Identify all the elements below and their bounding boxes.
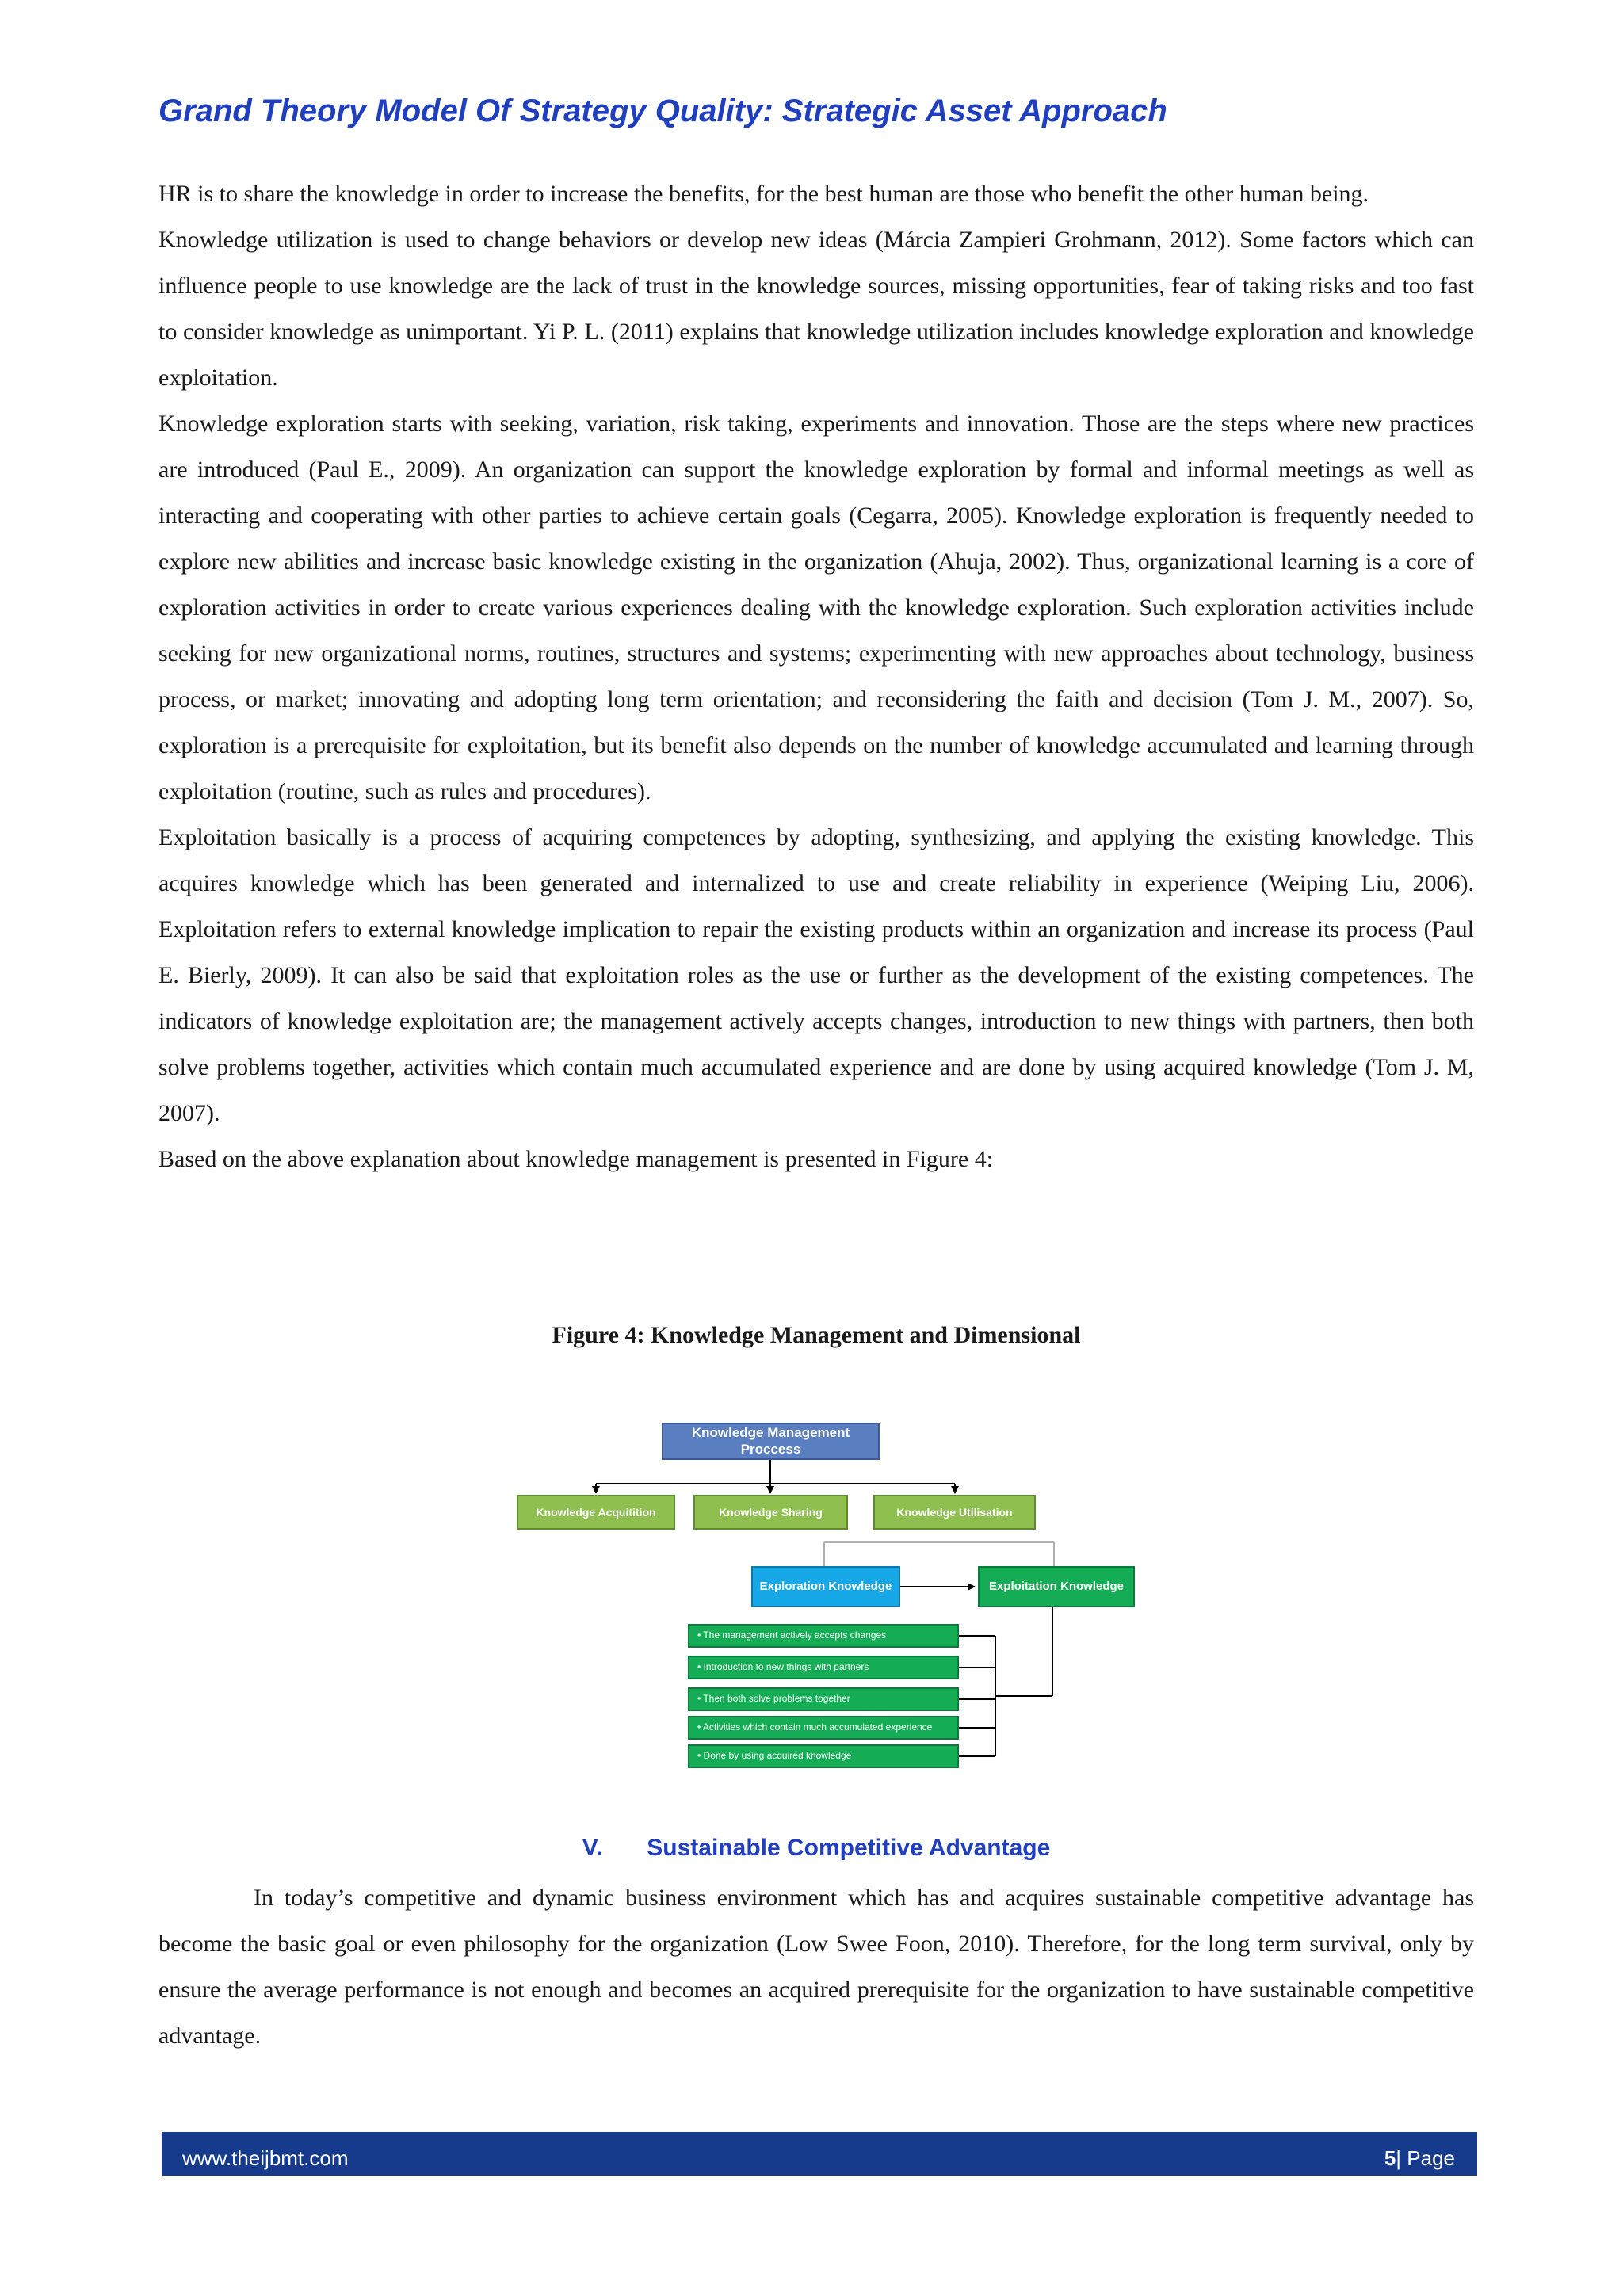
paragraph-figure-intro: Based on the above explanation about knowledge management is presented in Figure 4: bbox=[158, 1146, 994, 1172]
page-footer bbox=[162, 2132, 1477, 2176]
body-text bbox=[158, 171, 1474, 1182]
figure-caption: Figure 4: Knowledge Management and Dimensional bbox=[552, 1322, 1081, 1348]
footer-page-number: 5 bbox=[1384, 2146, 1396, 2170]
knowledge-management-process-box: Knowledge Management Proccess bbox=[662, 1423, 880, 1460]
section-paragraph: In today’s competitive and dynamic business environment which has and acquires sustainable competitive advantage has become the basic goal or even philosophy for the organization (Low Swee Foon, 2010). Therefore, for the long term survival, only by ensure the average performance is not enough and becomes an acquired prerequisite for the organization to have sustainable competitive advantage. bbox=[158, 1885, 1474, 2049]
indicator-solve-problems: • Then both solve problems together bbox=[688, 1687, 959, 1711]
section-heading bbox=[158, 1835, 1474, 1862]
knowledge-sharing-box: Knowledge Sharing bbox=[693, 1495, 848, 1530]
exploitation-knowledge-box: Exploitation Knowledge bbox=[978, 1566, 1135, 1607]
paragraph-knowledge-exploration: Knowledge exploration starts with seeking, variation, risk taking, experiments and innovation. Those are the steps where new practices are introduced (Paul E., 2009). An organization can support the knowledge exploration by formal and informal meetings as well as interacting and cooperating with other parties to achieve certain goals (Cegarra, 2005). Knowledge exploration is frequently needed to explore new abilities and increase basic knowledge existing in the organization (Ahuja, 2002). Thus, organizational learning is a core of exploration activities in order to create various experiences dealing with the knowledge exploration. Such exploration activities include seeking for new organizational norms, routines, structures and systems; experimenting with new approaches about technology, business process, or market; innovating and adopting long term orientation; and reconsidering the faith and decision (Tom J. M., 2007). So, exploration is a prerequisite for exploitation, but its benefit also depends on the number of knowledge accumulated and learning through exploitation (routine, such as rules and procedures). bbox=[158, 411, 1474, 804]
footer-page bbox=[1384, 2146, 1455, 2171]
footer-url: www.theijbmt.com bbox=[182, 2146, 349, 2170]
indicator-accumulated-experience: • Activities which contain much accumulated experience bbox=[688, 1716, 959, 1740]
paragraph-exploitation: Exploitation basically is a process of acquiring competences by adopting, synthesizing, and applying the existing knowledge. This acquires knowledge which has been generated and internalized to use and create reliability in experience (Weiping Liu, 2006). Exploitation refers to external knowledge implication to repair the existing products within an organization and increase its process (Paul E. Bierly, 2009). It can also be said that exploitation roles as the use or further as the development of the existing competences. The indicators of knowledge exploitation are; the management actively accepts changes, introduction to new things with partners, then both solve problems together, activities which contain much accumulated experience and are done by using acquired knowledge (Tom J. M, 2007). bbox=[158, 824, 1474, 1126]
page-header-title: Grand Theory Model Of Strategy Quality: Strategic Asset Approach bbox=[158, 94, 1167, 128]
paragraph-knowledge-utilization: Knowledge utilization is used to change behaviors or develop new ideas (Márcia Zampieri Grohmann, 2012). Some factors which can influence people to use knowledge are the lack of trust in the knowledge sources, missing opportunities, fear of taking risks and too fast to consider knowledge as unimportant. Yi P. L. (2011) explains that knowledge utilization includes knowledge exploration and knowledge exploitation. bbox=[158, 227, 1474, 391]
section-number: V. bbox=[582, 1835, 603, 1861]
indicator-accepts-changes: • The management actively accepts changes bbox=[688, 1624, 959, 1648]
section-title: Sustainable Competitive Advantage bbox=[647, 1835, 1051, 1861]
knowledge-utilisation-box: Knowledge Utilisation bbox=[873, 1495, 1036, 1530]
exploration-knowledge-box: Exploration Knowledge bbox=[751, 1566, 900, 1607]
footer-page-label: | Page bbox=[1396, 2146, 1455, 2170]
indicator-acquired-knowledge: • Done by using acquired knowledge bbox=[688, 1744, 959, 1768]
knowledge-management-diagram bbox=[475, 1403, 1189, 1783]
indicator-new-things-partners: • Introduction to new things with partners bbox=[688, 1656, 959, 1679]
knowledge-acquisition-box: Knowledge Acquitition bbox=[517, 1495, 675, 1530]
paragraph-hr-sharing: HR is to share the knowledge in order to increase the benefits, for the best human are those who benefit the other human being. bbox=[158, 181, 1369, 207]
